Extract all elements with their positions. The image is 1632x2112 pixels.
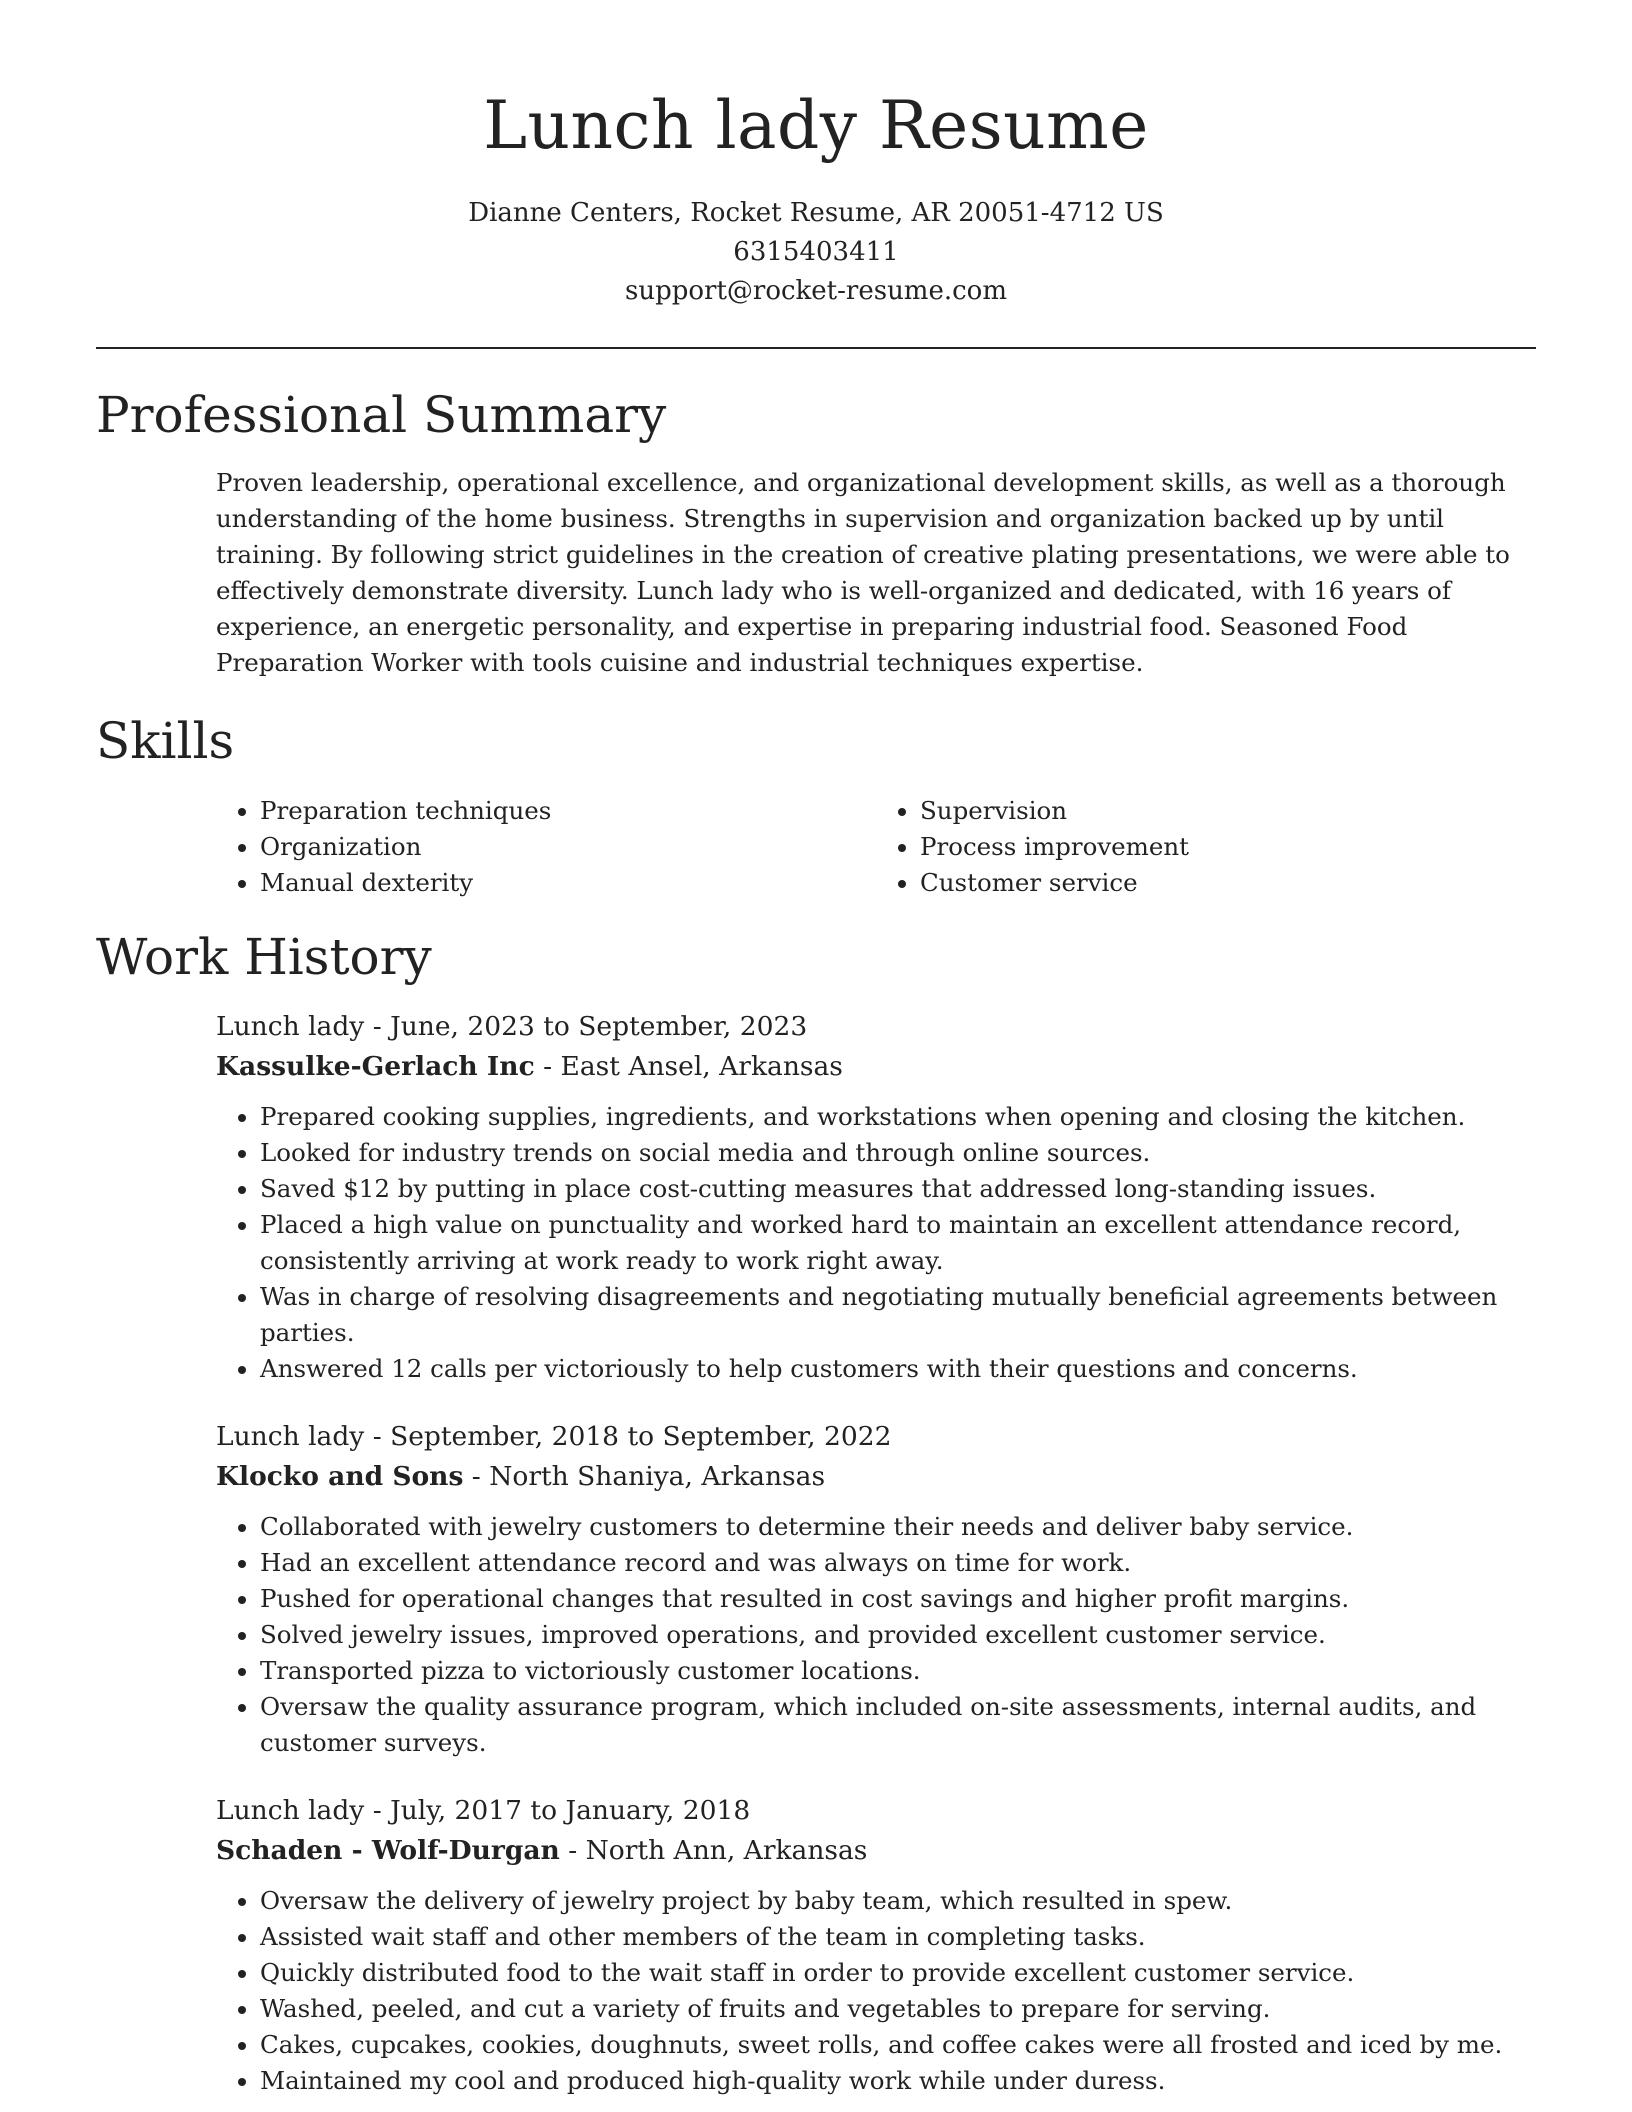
duty-item: • Saved $12 by putting in place cost-cutting measures that addressed long-standing issues. [260, 1171, 1536, 1207]
job-title: Lunch lady [216, 1011, 365, 1042]
job-duties [216, 1509, 1536, 1761]
contact-email: support@rocket-resume.com [624, 276, 1007, 306]
skill-item: • Manual dexterity [260, 865, 876, 901]
contact-phone: 6315403411 [733, 237, 899, 267]
duty-item: • Solved jewelry issues, improved operations, and provided excellent customer service. [260, 1617, 1536, 1653]
resume-title: Lunch lady Resume [483, 87, 1149, 164]
job-company: Schaden - Wolf-Durgan [216, 1835, 560, 1866]
job-title-line: Lunch lady - June, 2023 to September, 2023 [216, 1011, 808, 1042]
duty-item: • Transported pizza to victoriously customer locations. [260, 1653, 1536, 1689]
job-company-line: Klocko and Sons - North Shaniya, Arkansas [216, 1461, 826, 1492]
job-location: North Shaniya, Arkansas [489, 1461, 826, 1492]
summary-section [96, 385, 1536, 681]
work-history-section [96, 927, 1536, 2099]
duty-item: • Was in charge of resolving disagreements and negotiating mutually beneficial agreements between parties. [260, 1279, 1536, 1351]
skill-item: • Customer service [920, 865, 1536, 901]
skills-column-right [876, 793, 1536, 901]
job-company: Klocko and Sons [216, 1461, 464, 1492]
duty-item: • Maintained my cool and produced high-quality work while under duress. [260, 2063, 1536, 2099]
job-entry [216, 1791, 1536, 2099]
summary-heading: Professional Summary [96, 386, 667, 444]
job-title: Lunch lady [216, 1421, 365, 1452]
job-company: Kassulke-Gerlach Inc [216, 1051, 535, 1082]
duty-item: • Answered 12 calls per victoriously to help customers with their questions and concerns. [260, 1351, 1536, 1387]
skills-column-left [216, 793, 876, 901]
skills-grid [216, 793, 1536, 901]
skill-item: • Organization [260, 829, 876, 865]
job-duties [216, 1883, 1536, 2099]
job-company-line: Kassulke-Gerlach Inc - East Ansel, Arkansas [216, 1051, 843, 1082]
duty-item: • Pushed for operational changes that resulted in cost savings and higher profit margins. [260, 1581, 1536, 1617]
resume-page [96, 0, 1536, 2099]
contact-block [96, 194, 1536, 311]
skill-item: • Supervision [920, 793, 1536, 829]
duty-item: • Cakes, cupcakes, cookies, doughnuts, sweet rolls, and coffee cakes were all frosted and iced by me. [260, 2027, 1536, 2063]
header-divider [96, 347, 1536, 349]
job-title: Lunch lady [216, 1795, 365, 1826]
skills-section [96, 711, 1536, 901]
job-title-line: Lunch lady - September, 2018 to September, 2022 [216, 1421, 892, 1452]
job-title-line: Lunch lady - July, 2017 to January, 2018 [216, 1795, 751, 1826]
duty-item: • Had an excellent attendance record and was always on time for work. [260, 1545, 1536, 1581]
skills-heading: Skills [96, 712, 235, 770]
job-entry [216, 1007, 1536, 1387]
contact-address: Dianne Centers, Rocket Resume, AR 20051-4712 US [468, 198, 1164, 228]
resume-header [96, 0, 1536, 311]
duty-item: • Oversaw the delivery of jewelry project by baby team, which resulted in spew. [260, 1883, 1536, 1919]
duty-item: • Looked for industry trends on social media and through online sources. [260, 1135, 1536, 1171]
duty-item: • Prepared cooking supplies, ingredients, and workstations when opening and closing the kitchen. [260, 1099, 1536, 1135]
duty-item: • Quickly distributed food to the wait staff in order to provide excellent customer service. [260, 1955, 1536, 1991]
work-history-heading: Work History [96, 928, 432, 986]
duty-item: • Oversaw the quality assurance program, which included on-site assessments, internal audits, and customer surveys. [260, 1689, 1536, 1761]
job-location: East Ansel, Arkansas [560, 1051, 843, 1082]
duty-item: • Placed a high value on punctuality and worked hard to maintain an excellent attendance record, consistently arriving at work ready to work right away. [260, 1207, 1536, 1279]
job-dates: July, 2017 to January, 2018 [390, 1795, 751, 1826]
duty-item: • Assisted wait staff and other members of the team in completing tasks. [260, 1919, 1536, 1955]
duty-item: • Washed, peeled, and cut a variety of fruits and vegetables to prepare for serving. [260, 1991, 1536, 2027]
job-duties [216, 1099, 1536, 1387]
skill-item: • Preparation techniques [260, 793, 876, 829]
job-dates: June, 2023 to September, 2023 [390, 1011, 808, 1042]
job-entry [216, 1417, 1536, 1761]
job-location: North Ann, Arkansas [585, 1835, 868, 1866]
job-dates: September, 2018 to September, 2022 [390, 1421, 892, 1452]
job-company-line: Schaden - Wolf-Durgan - North Ann, Arkansas [216, 1835, 868, 1866]
duty-item: • Collaborated with jewelry customers to determine their needs and deliver baby service. [260, 1509, 1536, 1545]
skill-item: • Process improvement [920, 829, 1536, 865]
summary-text: Proven leadership, operational excellence, and organizational development skills, as well as a thorough understanding of the home business. Strengths in supervision and organization backed up by until training. By following strict guidelines in the creation of creative plating presentations, we were able to effectively demonstrate diversity. Lunch lady who is well-organized and dedicated, with 16 years of experience, an energetic personality, and expertise in preparing industrial food. Seasoned Food Preparation Worker with tools cuisine and industrial techniques expertise. [216, 468, 1510, 677]
